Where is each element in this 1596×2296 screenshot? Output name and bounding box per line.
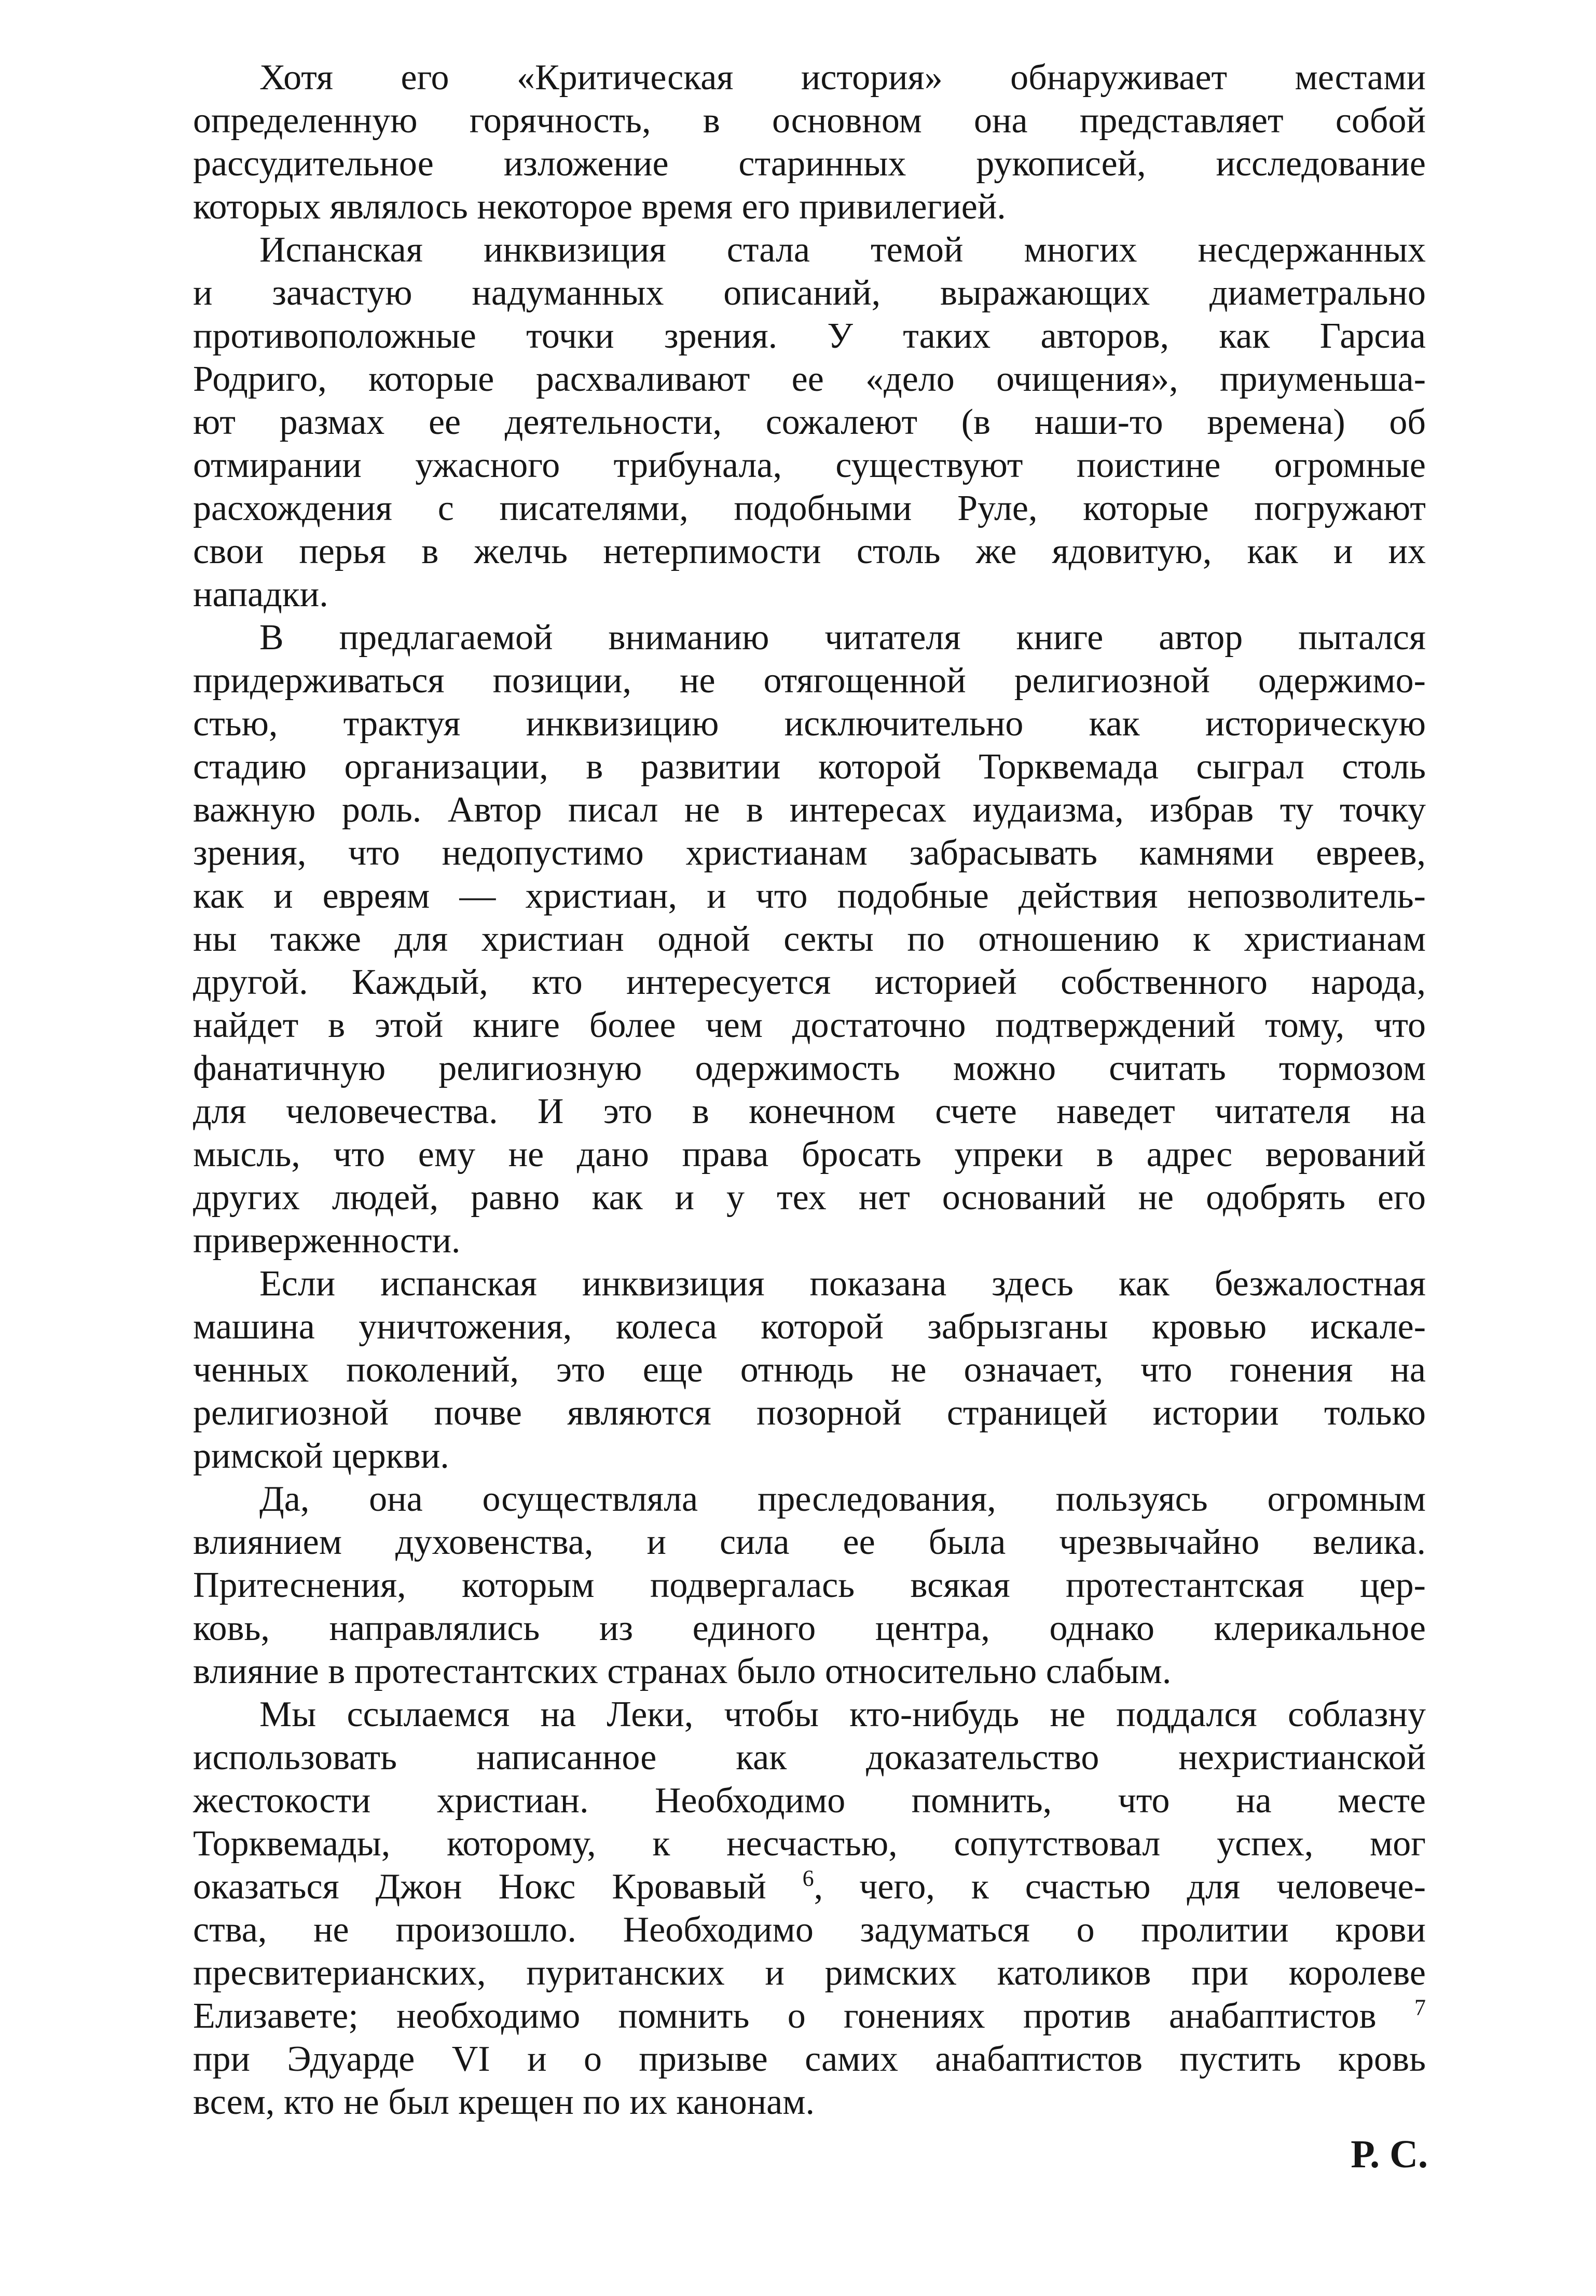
text-line: и зачастую надуманных описаний, выражающих диаметрально bbox=[193, 273, 1426, 313]
text-line: найдет в этой книге более чем достаточно подтверждений тому, что bbox=[193, 1005, 1426, 1045]
text-line: ют размах ее деятельности, сожалеют (в наши-то времена) об bbox=[193, 402, 1426, 442]
paragraph-5 bbox=[193, 1478, 1426, 1693]
text-line: Родриго, которые расхваливают ее «дело очищения», приуменьша- bbox=[193, 359, 1426, 399]
text-line: религиозной почве являются позорной страницей истории только bbox=[193, 1393, 1426, 1433]
text-line: Притеснения, которым подвергалась всякая протестантская цер- bbox=[193, 1565, 1426, 1605]
paragraph-2 bbox=[193, 228, 1426, 616]
text-line: влиянием духовенства, и сила ее была чрезвычайно велика. bbox=[193, 1522, 1426, 1562]
text-line: для человечества. И это в конечном счете наведет читателя на bbox=[193, 1091, 1426, 1131]
text-line: как и евреям — христиан, и что подобные действия непозволитель- bbox=[193, 876, 1426, 916]
text-line: Да, она осуществляла преследования, пользуясь огромным bbox=[259, 1479, 1426, 1519]
text-line: рассудительное изложение старинных рукописей, исследование bbox=[193, 144, 1426, 184]
line-text: оказаться Джон Нокс Кровавый bbox=[193, 1867, 766, 1907]
text-line: фанатичную религиозную одержимость можно считать тормозом bbox=[193, 1048, 1426, 1088]
body-text bbox=[193, 56, 1426, 2124]
paragraph-4 bbox=[193, 1262, 1426, 1478]
text-line: влияние в протестантских странах было относительно слабым. bbox=[193, 1651, 1172, 1691]
author-initials: Р. С. bbox=[1351, 2133, 1428, 2176]
text-line: стадию организации, в развитии которой Торквемада сыграл столь bbox=[193, 747, 1426, 787]
text-line: пресвитерианских, пуританских и римских католиков при королеве bbox=[193, 1953, 1426, 1993]
text-line: расхождения с писателями, подобными Руле, которые погружают bbox=[193, 488, 1426, 528]
text-line-with-footnote bbox=[193, 1994, 1426, 2038]
footnote-marker-6: 6 bbox=[802, 1865, 814, 1891]
paragraph-6 bbox=[193, 1693, 1426, 2124]
line-text: Елизавете; необходимо помнить о гонениях против анабаптистов bbox=[193, 1996, 1377, 2036]
line-text: , чего, к счастью для человече- bbox=[814, 1867, 1426, 1907]
text-line: свои перья в желчь нетерпимости столь же ядовитую, как и их bbox=[193, 531, 1426, 571]
text-line: отмирании ужасного трибунала, существуют поистине огромные bbox=[193, 445, 1426, 485]
paragraph-3 bbox=[193, 616, 1426, 1262]
text-line: важную роль. Автор писал не в интересах иудаизма, избрав ту точку bbox=[193, 790, 1426, 830]
text-line: Хотя его «Критическая история» обнаруживает местами bbox=[259, 58, 1426, 98]
text-line: Торквемады, которому, к несчастью, сопутствовал успех, мог bbox=[193, 1824, 1426, 1864]
text-line: В предлагаемой вниманию читателя книге автор пытался bbox=[259, 618, 1426, 658]
text-line: ны также для христиан одной секты по отношению к христианам bbox=[193, 919, 1426, 959]
text-line: зрения, что недопустимо христианам забрасывать камнями евреев, bbox=[193, 833, 1426, 873]
text-line: ковь, направлялись из единого центра, однако клерикальное bbox=[193, 1608, 1426, 1648]
text-line: определенную горячность, в основном она представляет собой bbox=[193, 101, 1426, 141]
text-line: которых являлось некоторое время его привилегией. bbox=[193, 187, 1006, 227]
text-line: нападки. bbox=[193, 575, 328, 614]
text-line: ства, не произошло. Необходимо задуматься о пролитии крови bbox=[193, 1910, 1426, 1950]
text-line: машина уничтожения, колеса которой забрызганы кровью искале- bbox=[193, 1307, 1426, 1347]
text-line: Испанская инквизиция стала темой многих несдержанных bbox=[259, 230, 1426, 270]
paragraph-1 bbox=[193, 56, 1426, 228]
text-line: использовать написанное как доказательство нехристианской bbox=[193, 1738, 1426, 1778]
text-line: при Эдуарде VI и о призыве самих анабаптистов пустить кровь bbox=[193, 2039, 1426, 2079]
text-line: противоположные точки зрения. У таких авторов, как Гарсиа bbox=[193, 316, 1426, 356]
text-line: всем, кто не был крещен по их канонам. bbox=[193, 2082, 815, 2122]
text-line: стью, трактуя инквизицию исключительно как историческую bbox=[193, 704, 1426, 744]
text-line: жестокости христиан. Необходимо помнить, что на месте bbox=[193, 1781, 1426, 1821]
text-line: ченных поколений, это еще отнюдь не означает, что гонения на bbox=[193, 1350, 1426, 1390]
text-line: другой. Каждый, кто интересуется историей собственного народа, bbox=[193, 962, 1426, 1002]
text-line: римской церкви. bbox=[193, 1436, 449, 1476]
footnote-marker-7: 7 bbox=[1414, 1994, 1426, 2020]
text-line: Мы ссылаемся на Леки, чтобы кто-нибудь не поддался соблазну bbox=[259, 1694, 1426, 1734]
text-line: приверженности. bbox=[193, 1221, 461, 1261]
text-line: Если испанская инквизиция показана здесь как безжалостная bbox=[259, 1264, 1426, 1304]
text-line: придерживаться позиции, не отягощенной религиозной одержимо- bbox=[193, 661, 1426, 701]
text-line-with-footnote bbox=[193, 1865, 1426, 1908]
text-line: мысль, что ему не дано права бросать упреки в адрес верований bbox=[193, 1135, 1426, 1174]
text-line: других людей, равно как и у тех нет оснований не одобрять его bbox=[193, 1178, 1426, 1218]
